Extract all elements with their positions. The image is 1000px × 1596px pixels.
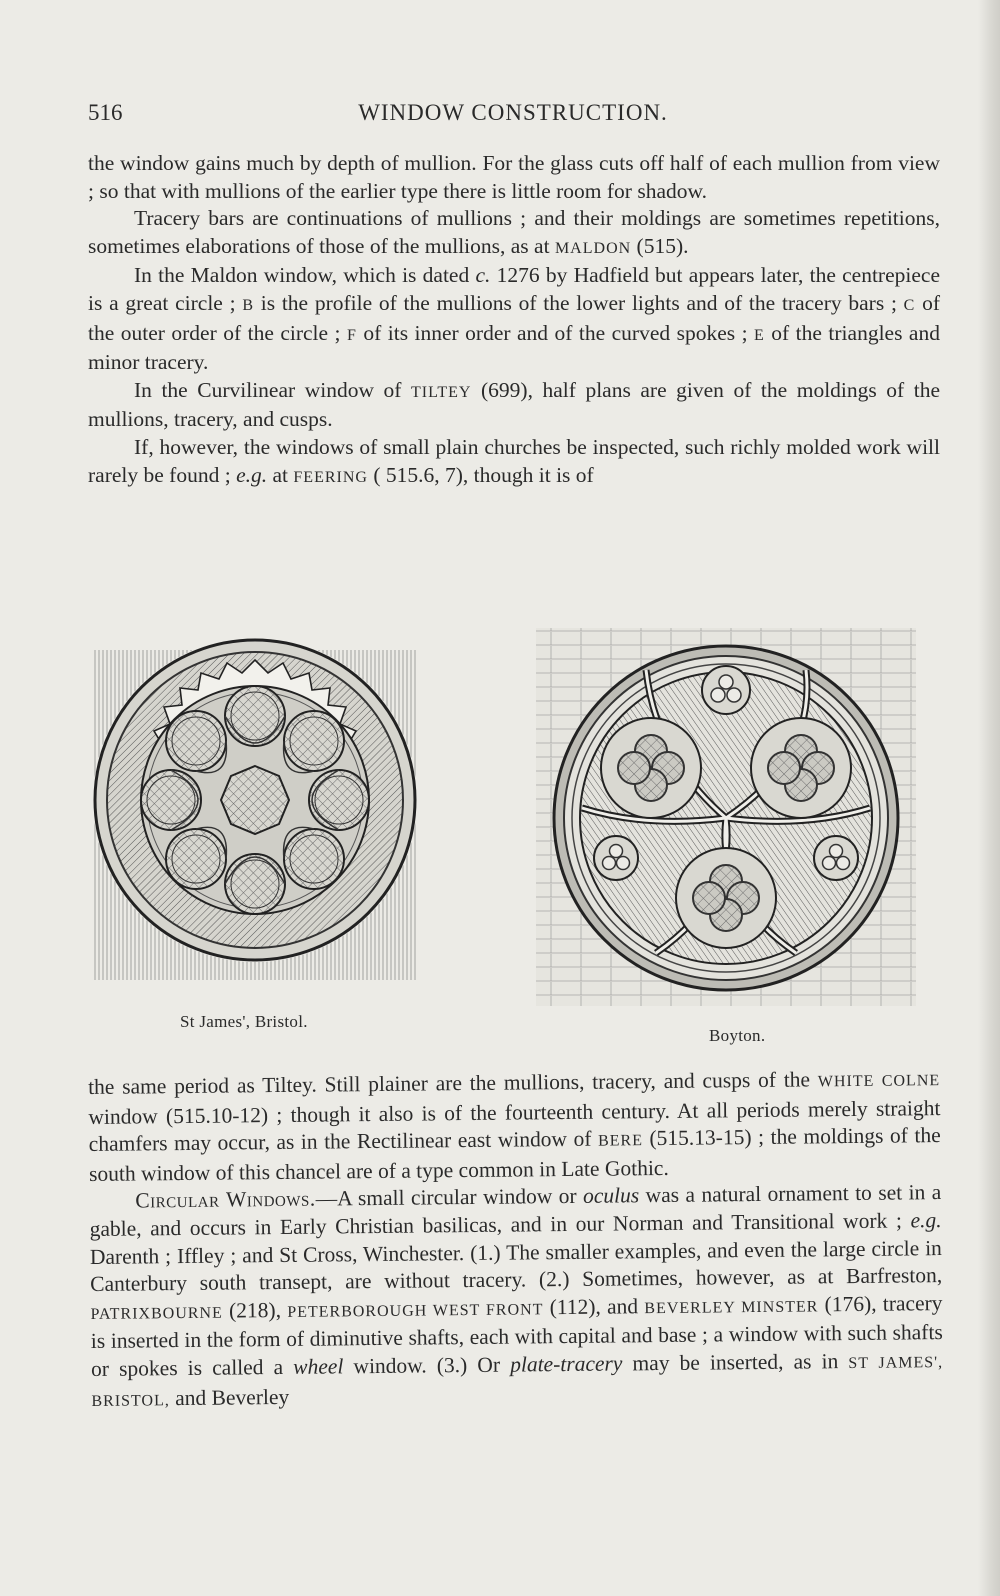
text-run: (218), xyxy=(222,1297,288,1323)
profile-letter: F xyxy=(346,326,357,344)
italic-text: plate-tracery xyxy=(510,1351,623,1377)
paragraph xyxy=(88,205,940,262)
place-name: PATRIXBOURNE xyxy=(90,1304,223,1323)
text-run: (176), tracery is inserted in the form of diminutive shafts, each with capital and base ; a window with such shafts or spokes is called a xyxy=(90,1290,943,1381)
italic-text: oculus xyxy=(582,1183,640,1209)
text-run: the window gains much by depth of mullion. For the glass cuts off half of each mullion from view ; so that with mullions of the earlier type there is little room for shadow. xyxy=(88,151,940,203)
text-run: was a natural ornament to set in a gable, and occurs in Early Christian basilicas, and in our Norman and Transitional work ; xyxy=(89,1180,942,1241)
paragraph xyxy=(89,1179,943,1415)
figure-caption-left: St James', Bristol. xyxy=(180,1012,308,1031)
page-header xyxy=(88,100,938,134)
italic-text: e.g. xyxy=(910,1208,942,1233)
italic-text: e.g. xyxy=(236,462,268,487)
text-run: may be inserted, as in xyxy=(622,1348,849,1376)
place-name: PETERBOROUGH WEST FRONT xyxy=(287,1300,544,1321)
place-name: ST JAMES', BRISTOL, xyxy=(91,1354,944,1410)
running-title: WINDOW CONSTRUCTION. xyxy=(358,100,668,125)
text-run: window. (3.) Or xyxy=(343,1352,511,1379)
text-run: of the triangles and minor tracery. xyxy=(88,320,940,375)
profile-letter: E xyxy=(754,326,765,344)
text-run: of the outer order of the circle ; xyxy=(88,290,941,345)
place-name: BERE xyxy=(597,1132,644,1150)
page-edge-shadow xyxy=(978,0,1000,1596)
text-run: (699), half plans are given of the moldings of the mullions, tracery, and cusps. xyxy=(88,377,941,432)
text-run: ( 515.6, 7), though it is of xyxy=(367,462,594,487)
place-name: BEVERLEY MINSTER xyxy=(644,1298,819,1317)
text-run: If, however, the windows of small plain churches be inspected, such richly molded work will rarely be found ; xyxy=(88,434,940,487)
text-run: In the Curvilinear window of xyxy=(134,377,411,402)
wheel-window-illustration xyxy=(90,630,420,1000)
profile-letter: C xyxy=(903,296,916,314)
text-run: Tracery bars are continuations of mullions ; and their moldings are sometimes repetitions, sometimes elaborations of those of the mullions, as at xyxy=(88,206,940,258)
text-run: the same period as Tiltey. Still plainer are the mullions, tracery, and cusps of the xyxy=(88,1067,818,1099)
paragraph xyxy=(88,262,940,376)
place-name: FEERING xyxy=(293,468,368,486)
paragraph xyxy=(88,434,940,491)
figure-caption-right: Boyton. xyxy=(709,1026,766,1045)
page-number: 516 xyxy=(88,100,123,125)
section-heading: Circular Windows. xyxy=(135,1186,316,1213)
figure-boyton xyxy=(536,618,916,1010)
figure-st-james-bristol xyxy=(90,630,420,1000)
paragraph xyxy=(88,1065,941,1188)
italic-text: c. xyxy=(475,263,491,288)
text-run: 1276 by Hadfield but appears later, the centrepiece is a great circle ; xyxy=(88,263,940,315)
text-run: (515). xyxy=(631,233,689,258)
italic-text: wheel xyxy=(293,1354,344,1379)
text-run: is the profile of the mullions of the lower lights and of the tracery bars ; xyxy=(253,290,904,315)
text-run: Darenth ; Iffley ; and St Cross, Winchester. (1.) The smaller examples, and even the large circle in Canterbury south transept, are without tracery. (2.) Sometimes, however, as at Barfreston, xyxy=(89,1235,943,1297)
place-name: WHITE COLNE xyxy=(817,1072,941,1091)
text-run: and Beverley xyxy=(169,1384,290,1410)
text-run: —A small circular window or xyxy=(315,1184,584,1211)
paragraph xyxy=(88,377,940,434)
profile-letter: B xyxy=(242,296,254,314)
text-run: at xyxy=(267,462,294,487)
text-run: In the Maldon window, which is dated xyxy=(134,263,476,288)
text-run: window (515.10-12) ; though it also is of the fourteenth century. At all periods merely straight chamfers may occur, as in the Rectilinear east window of xyxy=(88,1095,941,1157)
wheel-window-illustration xyxy=(536,618,916,1010)
text-run: (515.13-15) ; the moldings of the south window of this chancel are of a type common in Late Gothic. xyxy=(88,1123,941,1186)
text-block-bottom xyxy=(88,1065,944,1415)
text-run: of its inner order and of the curved spokes ; xyxy=(356,320,755,345)
text-block-top xyxy=(88,150,940,491)
place-name: TILTEY xyxy=(410,383,472,401)
paragraph xyxy=(88,150,940,205)
place-name: MALDON xyxy=(554,239,632,257)
text-run: (112), and xyxy=(543,1293,645,1319)
